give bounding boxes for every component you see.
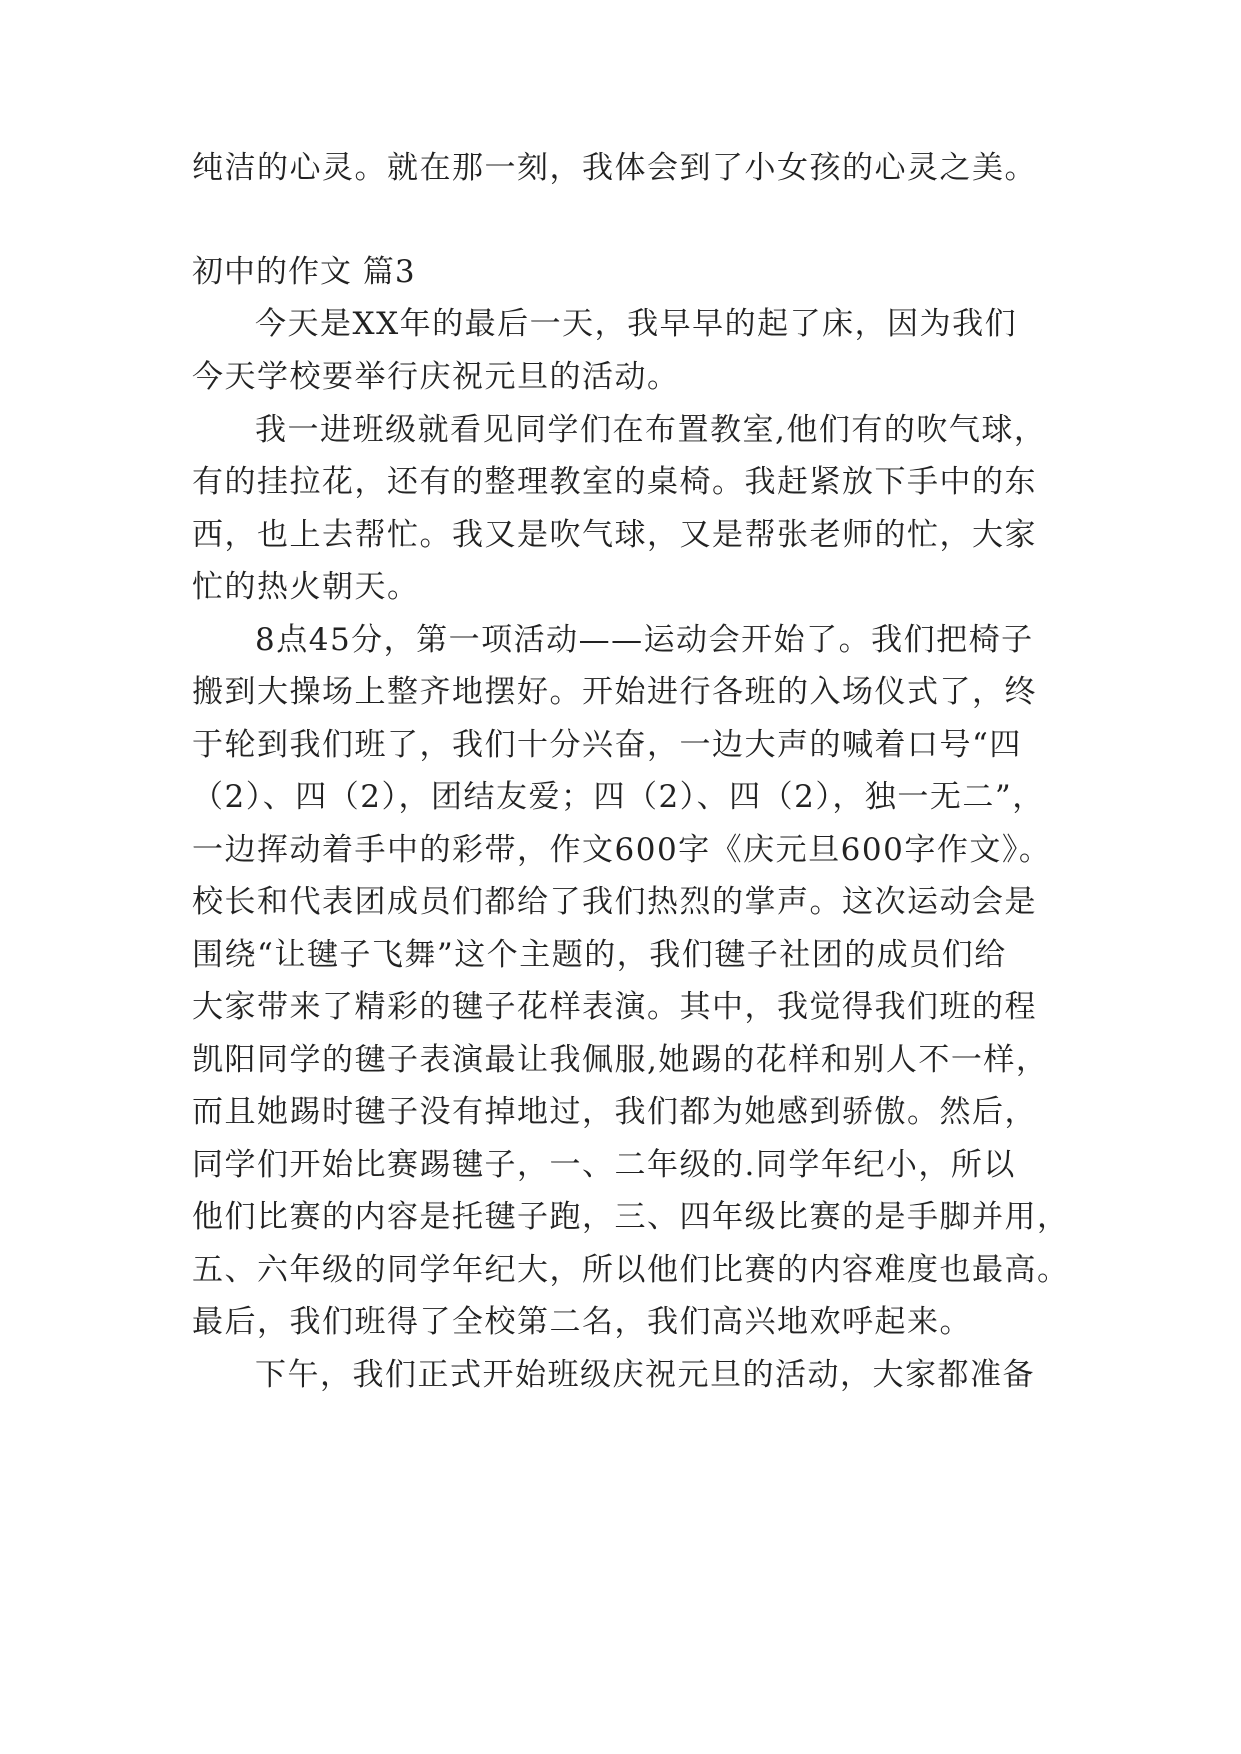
paragraph-2-line-2: 有的挂拉花，还有的整理教室的桌椅。我赶紧放下手中的东 (192, 464, 1037, 500)
paragraph-3-line-10: 而且她踢时毽子没有掉地过，我们都为她感到骄傲。然后， (192, 1094, 1037, 1130)
paragraph-3-line-4: （2）、四（2），团结友爱；四（2）、四（2），独一无二”， (192, 779, 1045, 815)
paragraph-2-line-4: 忙的热火朝天。 (192, 569, 420, 605)
paragraph-3-line-12: 他们比赛的内容是托毽子跑，三、四年级比赛的是手脚并用， (192, 1199, 1070, 1235)
paragraph-3-line-14: 最后，我们班得了全校第二名，我们高兴地欢呼起来。 (192, 1304, 972, 1340)
paragraph-3-line-1: 8点45分，第一项活动——运动会开始了。我们把椅子 (255, 622, 1034, 658)
paragraph-3-line-2: 搬到大操场上整齐地摆好。开始进行各班的入场仪式了，终 (192, 674, 1037, 710)
paragraph-3-line-9: 凯阳同学的毽子表演最让我佩服,她踢的花样和别人不一样， (192, 1042, 1049, 1078)
paragraph-1-line-1: 今天是XX年的最后一天，我早早的起了床，因为我们 (255, 306, 1018, 342)
paragraph-3-line-6: 校长和代表团成员们都给了我们热烈的掌声。这次运动会是 (192, 884, 1037, 920)
intro-line: 纯洁的心灵。就在那一刻，我体会到了小女孩的心灵之美。 (192, 150, 1037, 186)
paragraph-3-line-13: 五、六年级的同学年纪大，所以他们比赛的内容难度也最高。 (192, 1252, 1070, 1288)
paragraph-4-line-1: 下午，我们正式开始班级庆祝元旦的活动，大家都准备 (255, 1357, 1035, 1393)
paragraph-3-line-3: 于轮到我们班了，我们十分兴奋，一边大声的喊着口号“四 (192, 727, 1022, 763)
paragraph-3-line-11: 同学们开始比赛踢毽子，一、二年级的.同学年纪小，所以 (192, 1147, 1016, 1183)
paragraph-1-line-2: 今天学校要举行庆祝元旦的活动。 (192, 359, 680, 395)
paragraph-3-line-8: 大家带来了精彩的毽子花样表演。其中，我觉得我们班的程 (192, 989, 1037, 1025)
paragraph-3-line-5: 一边挥动着手中的彩带，作文600字《庆元旦600字作文》。 (192, 832, 1052, 868)
paragraph-3-line-7: 围绕“让毽子飞舞”这个主题的，我们毽子社团的成员们给 (192, 937, 1007, 973)
section-title: 初中的作文 篇3 (192, 254, 416, 290)
paragraph-2-line-1: 我一进班级就看见同学们在布置教室,他们有的吹气球， (255, 412, 1047, 448)
paragraph-2-line-3: 西，也上去帮忙。我又是吹气球，又是帮张老师的忙，大家 (192, 517, 1037, 553)
